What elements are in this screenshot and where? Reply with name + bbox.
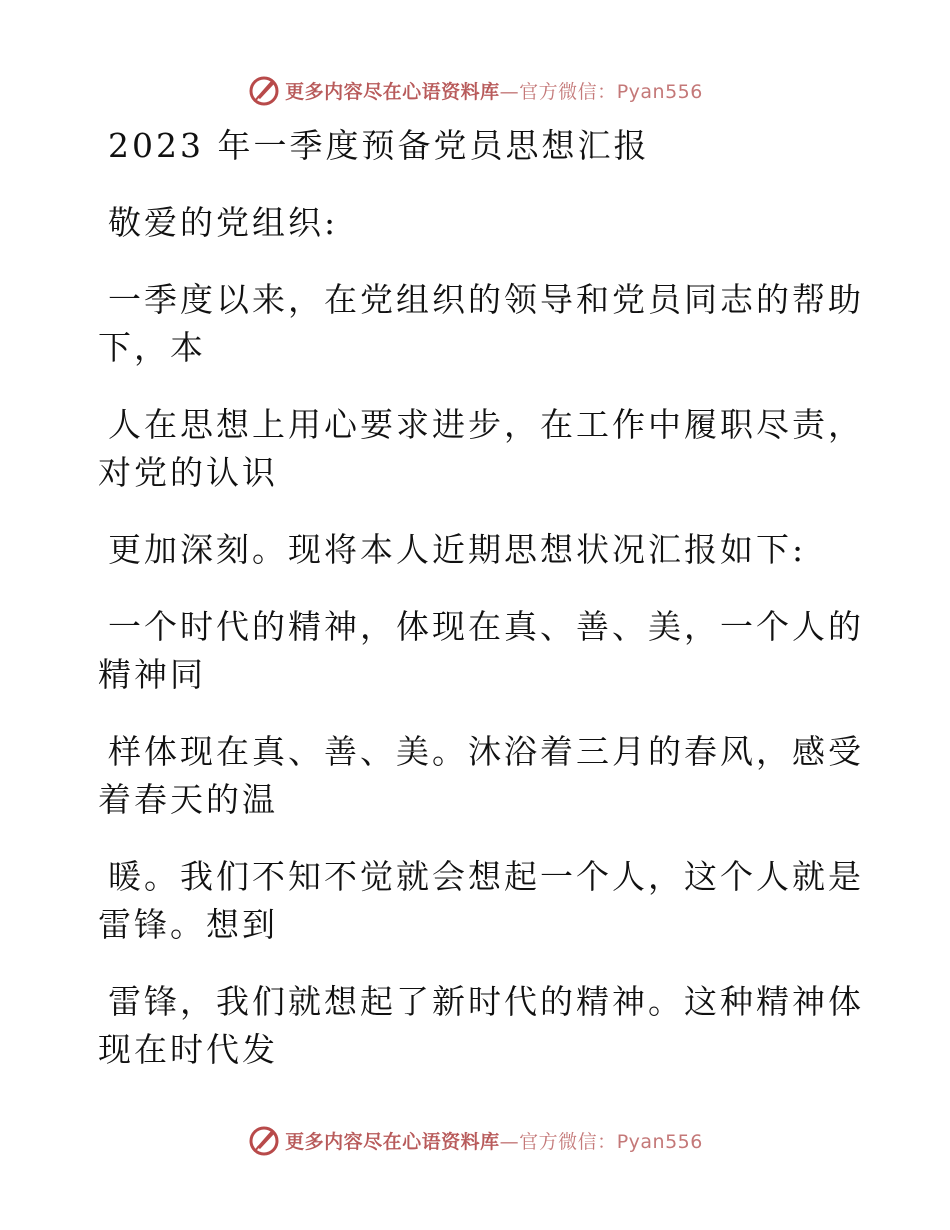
document-title: 2023 年一季度预备党员思想汇报 [108, 126, 650, 165]
quill-logo-icon [247, 1123, 281, 1157]
document-body [98, 122, 864, 1074]
salutation: 敬爱的党组织: [108, 203, 339, 242]
text-line: 着春天的温 [98, 780, 278, 819]
footer-watermark [0, 1120, 950, 1160]
watermark-text: 更多内容尽在心语资料库—官方微信：Pyan556 [285, 1130, 703, 1153]
text-line: 下，本 [98, 328, 206, 367]
text-line: 人在思想上用心要求进步，在工作中履职尽责， [108, 405, 864, 444]
text-line: 现在时代发 [98, 1030, 278, 1069]
quill-logo-icon [247, 73, 281, 107]
watermark-text: 更多内容尽在心语资料库—官方微信：Pyan556 [285, 80, 703, 103]
text-line: 样体现在真、善、美。沐浴着三月的春风，感受 [108, 732, 864, 771]
text-line: 更加深刻。现将本人近期思想状况汇报如下: [108, 530, 807, 569]
text-line: 雷锋。想到 [98, 905, 278, 944]
text-line: 一季度以来，在党组织的领导和党员同志的帮助 [108, 280, 864, 319]
text-line: 暖。我们不知不觉就会想起一个人，这个人就是 [108, 857, 864, 896]
text-line: 对党的认识 [98, 453, 278, 492]
text-line: 精神同 [98, 655, 206, 694]
header-watermark [0, 70, 950, 110]
text-line: 雷锋，我们就想起了新时代的精神。这种精神体 [108, 982, 864, 1021]
text-line: 一个时代的精神，体现在真、善、美，一个人的 [108, 607, 864, 646]
